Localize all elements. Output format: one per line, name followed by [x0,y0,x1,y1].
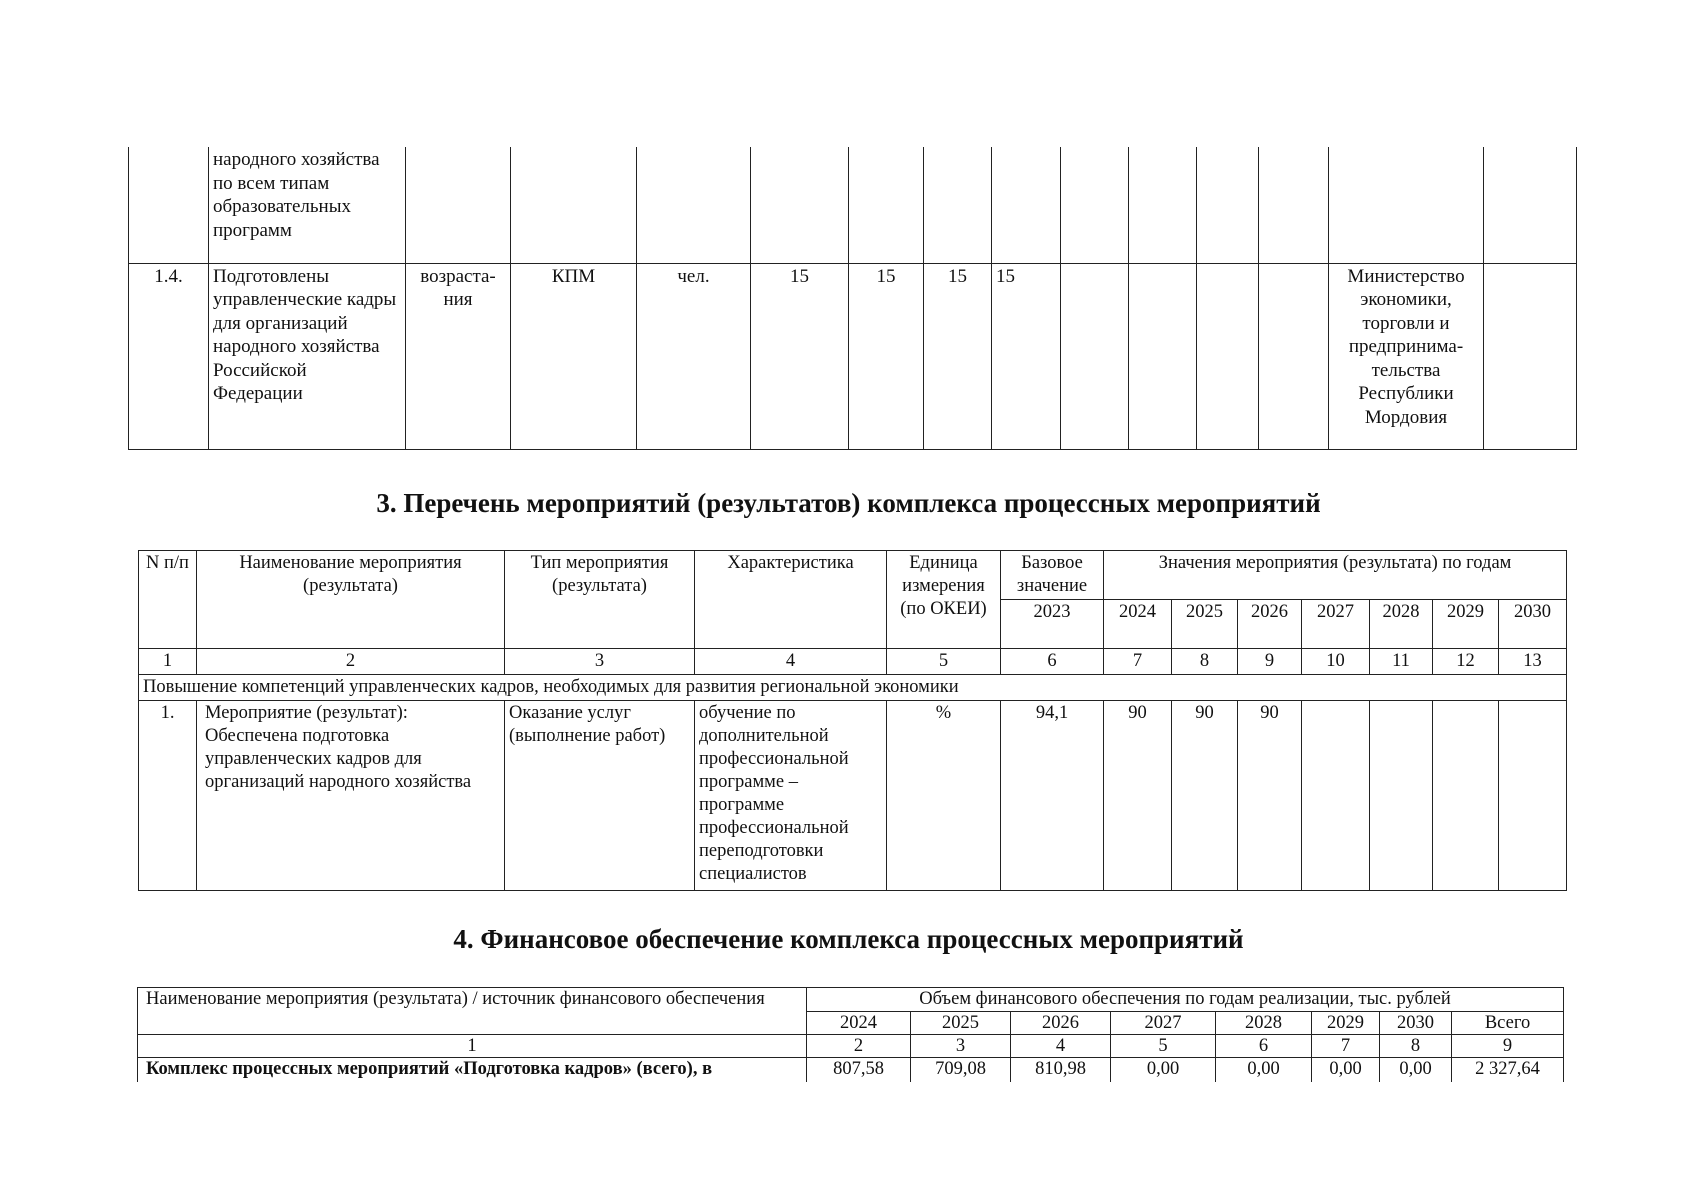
measure-unit: % [887,701,1001,891]
header-base: Базовое значение [1001,551,1104,600]
header-year: 2025 [1172,600,1238,649]
col-number: 5 [1111,1035,1216,1058]
header-year: 2028 [1370,600,1433,649]
header-year: 2026 [1238,600,1302,649]
indicator-value: 15 [924,263,992,449]
financing-value: 0,00 [1111,1058,1216,1083]
header-unit: Единица измерения (по ОКЕИ) [887,551,1001,649]
col-number: 13 [1499,649,1567,675]
indicator-level: КПМ [511,263,637,449]
financing-value: 807,58 [807,1058,911,1083]
header-year: 2028 [1216,1012,1312,1035]
header-year: 2027 [1111,1012,1216,1035]
indicator-value: 15 [751,263,849,449]
col-number: 1 [139,649,197,675]
financing-table [137,987,1564,1082]
financing-total: 2 327,64 [1452,1058,1564,1083]
col-number: 11 [1370,649,1433,675]
indicators-table-continued [128,147,1577,450]
indicator-value: 15 [992,263,1061,449]
measure-value [1499,701,1567,891]
col-number: 3 [505,649,695,675]
header-year: 2026 [1011,1012,1111,1035]
header-num: N п/п [139,551,197,649]
header-year: 2024 [1104,600,1172,649]
indicator-name-continued: народного хозяйства по всем типам образовательных программ [209,147,406,263]
header-year: 2024 [807,1012,911,1035]
col-number: 10 [1302,649,1370,675]
measure-value [1433,701,1499,891]
col-number: 4 [695,649,887,675]
measure-value [1370,701,1433,891]
measure-type: Оказание услуг (выполнение работ) [505,701,695,891]
col-number: 7 [1104,649,1172,675]
measure-value [1302,701,1370,891]
measure-value: 90 [1172,701,1238,891]
financing-row-name: Комплекс процессных мероприятий «Подготовка кадров» (всего), в [138,1058,807,1083]
section-4-title: 4. Финансовое обеспечение комплекса процессных мероприятий [453,924,1244,954]
header-name: Наименование мероприятия (результата) [197,551,505,649]
header-year: 2030 [1380,1012,1452,1035]
measure-num: 1. [139,701,197,891]
header-characteristic: Характеристика [695,551,887,649]
header-year: 2027 [1302,600,1370,649]
measure-value: 90 [1238,701,1302,891]
col-number: 8 [1380,1035,1452,1058]
header-name: Наименование мероприятия (результата) / источник финансового обеспечения [138,988,807,1035]
section-3-title: 3. Перечень мероприятий (результатов) комплекса процессных мероприятий [376,488,1321,518]
financing-value: 0,00 [1312,1058,1380,1083]
header-year: 2030 [1499,600,1567,649]
indicator-unit: чел. [637,263,751,449]
header-total: Всего [1452,1012,1564,1035]
financing-value: 709,08 [911,1058,1011,1083]
col-number: 9 [1452,1035,1564,1058]
indicator-trend: возраста-ния [406,263,511,449]
financing-value: 0,00 [1216,1058,1312,1083]
indicator-value: 15 [849,263,924,449]
col-number: 4 [1011,1035,1111,1058]
measure-name: Мероприятие (результат): Обеспечена подготовка управленческих кадров для организаций народного хозяйства [197,701,505,891]
indicator-name: Подготовлены управленческие кадры для организаций народного хозяйства Российской Федерации [209,263,406,449]
group-title: Повышение компетенций управленческих кадров, необходимых для развития региональной экономики [139,675,1567,701]
financing-value: 0,00 [1380,1058,1452,1083]
header-values: Значения мероприятия (результата) по годам [1104,551,1567,600]
header-year: 2029 [1433,600,1499,649]
col-number: 2 [807,1035,911,1058]
measure-base: 94,1 [1001,701,1104,891]
col-number: 3 [911,1035,1011,1058]
row-number: 1.4. [129,263,209,449]
col-number: 7 [1312,1035,1380,1058]
header-volume: Объем финансового обеспечения по годам реализации, тыс. рублей [807,988,1564,1012]
responsible-body: Министерство экономики, торговли и предпринима-тельства Республики Мордовия [1329,263,1484,449]
measure-value: 90 [1104,701,1172,891]
header-year: 2025 [911,1012,1011,1035]
financing-value: 810,98 [1011,1058,1111,1083]
col-number: 5 [887,649,1001,675]
header-base-year: 2023 [1001,600,1104,649]
header-year: 2029 [1312,1012,1380,1035]
col-number: 9 [1238,649,1302,675]
col-number: 1 [138,1035,807,1058]
col-number: 6 [1216,1035,1312,1058]
col-number: 8 [1172,649,1238,675]
header-type: Тип мероприятия (результата) [505,551,695,649]
measures-table [138,550,1567,891]
col-number: 2 [197,649,505,675]
col-number: 6 [1001,649,1104,675]
measure-characteristic: обучение по дополнительной профессиональной программе – программе профессиональной переподготовки специалистов [695,701,887,891]
cell-empty [129,147,209,263]
col-number: 12 [1433,649,1499,675]
